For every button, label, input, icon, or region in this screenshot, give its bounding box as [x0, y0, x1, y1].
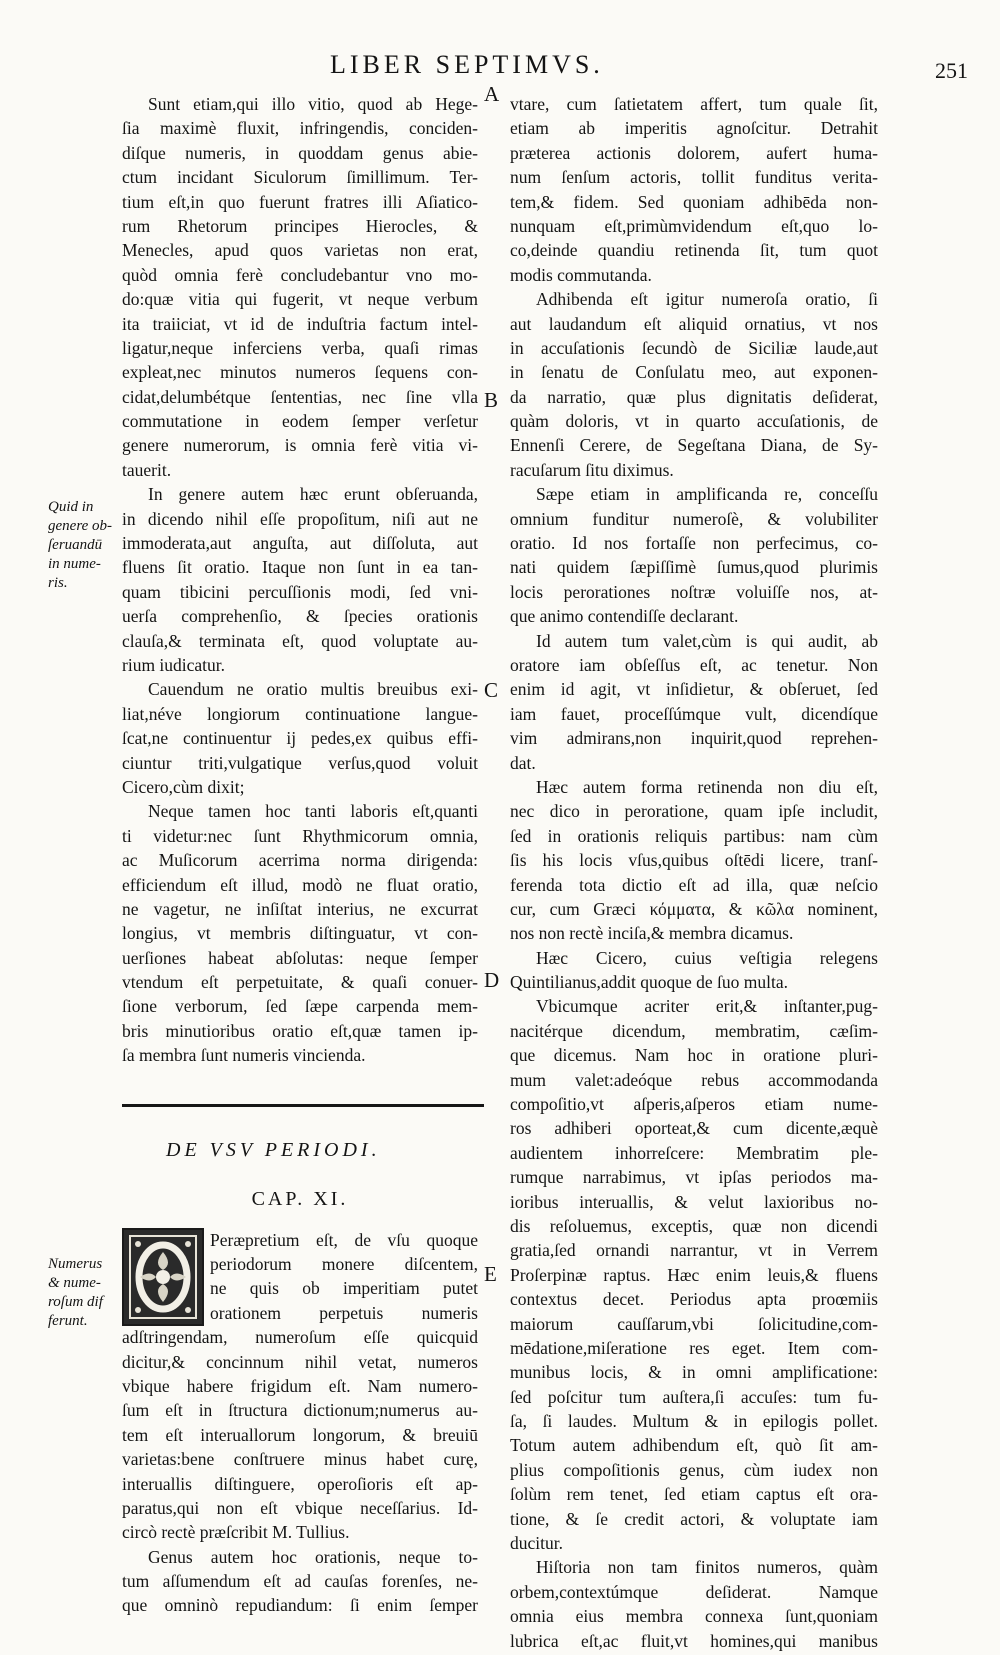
margin-note-line: Quid in: [48, 499, 94, 515]
text-line: vtendum eſt perpetuitate, & quaſi conuer-: [122, 972, 478, 993]
text-line: vbique habere frigidum eſt. Nam numero-: [122, 1375, 478, 1396]
text-line: audientem inhorreſcere: Membratim ple-: [510, 1142, 878, 1163]
text-line: immoderata,aut anguſta, aut diſſoluta, aut: [122, 533, 478, 554]
text-line: ne vagetur, ne inſiſtat interius, ne excurrat: [122, 898, 478, 919]
paragraph: [510, 287, 878, 482]
text-line: oratore iam obſeſſus eſt, ac tenetur. Non: [510, 654, 878, 675]
text-line: ſione verborum, ſed ſæpe carpenda mem-: [122, 996, 478, 1017]
page-number: 251: [935, 58, 968, 83]
text-line: iam fauet, proceſſúmque vult, dicendíque: [510, 703, 878, 724]
text-line: longius, vt membris diſtinguatur, vt con-: [122, 923, 478, 944]
text-line: tium eſt,in quo fuerunt fratres illi Aſiatico-: [122, 191, 478, 212]
text-line: omnium funditur numeroſè, & volubiliter: [510, 508, 878, 529]
text-line: In genere autem hæc erunt obſeruanda,: [148, 484, 478, 505]
text-line: do:quæ vitia qui fugerit, vt neque verbum: [122, 289, 478, 310]
text-line: contextus decet. Periodus apta proœmiis: [510, 1289, 878, 1310]
text-line: nunquam eſt,primùmvidendum eſt,quo lo-: [510, 215, 878, 236]
text-line: Hiſtoria non tam finitos numeros, quàm: [536, 1557, 878, 1578]
text-line: Peræpretium eſt, de vſu quoque: [210, 1229, 478, 1250]
text-line: clauſa,& terminata eſt, quod voluptate au-: [122, 630, 478, 651]
text-line: liat,néve longiorum continuatione langue-: [122, 703, 478, 724]
text-line: Ennenſi Cerere, de Segeſtana Diana, de Sy-: [510, 435, 878, 456]
text-line: in ſenatu de Conſulatu meo, aut exponen-: [510, 362, 878, 383]
text-line: maiorum cauſſarum,vbi ſolicitudine,com-: [510, 1313, 878, 1334]
margin-note-numerus: [48, 1255, 120, 1331]
margin-note-line: Numerus: [48, 1256, 103, 1272]
paragraph: [510, 775, 878, 946]
text-line: varietas:bene conſtruere minus habet curę,: [122, 1449, 478, 1470]
text-line: vtare, cum ſatietatem affert, tum quale ſit,: [510, 94, 878, 114]
margin-letter-a: A: [484, 82, 500, 106]
paragraph: [122, 482, 478, 677]
text-line: periodorum monere diſcentem,: [210, 1254, 478, 1275]
text-line: vim admirans,non inquirit,quod reprehen-: [510, 728, 878, 749]
text-line: tione, & ſe credit actori, & voluptate iam: [510, 1508, 878, 1529]
text-line: dis reſoluemus, exceptis, quæ non dicendi: [510, 1215, 878, 1236]
text-line: rumque narrabimus, vt ipſas periodos ma-: [510, 1167, 878, 1188]
text-line: commutatione in eodem ſemper verſetur: [122, 411, 478, 432]
margin-note-line: ſeruandū: [48, 537, 103, 553]
text-line: mum valet:adeóque rebus accommodanda: [510, 1069, 878, 1090]
section-divider: [122, 1068, 478, 1130]
paragraph: [510, 994, 878, 1555]
text-line: racuſarum ſitu diximus.: [510, 459, 674, 480]
text-line: diſque numeris, in quoddam genus abie-: [122, 142, 478, 163]
text-line: ciuntur triti,vulgatique verſus,quod voluit: [122, 752, 478, 773]
text-line: ſcat,ne continuentur ij pedes,ex quibus effi-: [122, 728, 478, 749]
text-line: cur, cum Græci κόμματα, & κῶλα nominent,: [510, 898, 878, 919]
text-line: ligatur,neque inferciens verba, quaſi rimas: [122, 337, 478, 358]
chapter-paragraph: [122, 1228, 478, 1545]
text-line: aut laudandum eſt aliquid ornatius, vt nos: [510, 313, 878, 334]
margin-note-line: in nume-: [48, 556, 101, 572]
margin-letter-c: C: [484, 678, 499, 702]
text-line: Hæc Cicero, cuius veſtigia relegens: [536, 947, 878, 968]
text-line: circò rectè præſcribit M. Tullius.: [122, 1522, 350, 1543]
text-line: tem,& fidem. Sed quoniam adhibēda non-: [510, 191, 878, 212]
text-line: ferenda tota dictio eſt ad illa, quæ neſcio: [510, 874, 878, 895]
text-line: ita traiiciat, vt id de induſtria factum intel-: [122, 313, 478, 334]
text-line: Vbicumque acriter erit,& inſtanter,pug-: [536, 996, 878, 1017]
margin-note-observanda: [48, 498, 120, 593]
text-line: da narratio, quæ plus dignitatis deſiderat,: [510, 386, 878, 407]
margin-note-line: genere ob-: [48, 518, 112, 534]
text-line: ducitur.: [510, 1533, 563, 1554]
text-line: ſia maximè fluxit, infringendis, conciden-: [122, 118, 478, 139]
text-line: nec dico in peroratione, quam ipſe includit,: [510, 801, 878, 822]
text-line: plius compoſitionis genus, cùm iudex non: [510, 1459, 878, 1480]
text-line: gratia,ſed ornandi narrantur, vt in Verrem: [510, 1240, 878, 1261]
text-line: tum aſſumendum eſt ad cauſas forenſes, ne-: [122, 1571, 478, 1592]
paragraph: [122, 799, 478, 1067]
text-line: modis commutanda.: [510, 264, 652, 285]
text-line: adſtringendam, numeroſum eſſe quicquid: [122, 1327, 478, 1348]
text-line: co,deinde quandiu retinenda ſit, tum quot: [510, 240, 878, 261]
text-line: cidat,delumbétque ſententias, nec ſine vlla: [122, 386, 478, 407]
text-line: Cauendum ne oratio multis breuibus exi-: [148, 679, 478, 700]
paragraph: [510, 92, 878, 287]
paragraph: [510, 629, 878, 775]
margin-letter-e: E: [484, 1262, 497, 1286]
text-line: ſa membra ſunt numeris vincienda.: [122, 1045, 366, 1066]
text-line: Totum autem adhibendum eſt, quò ſit am-: [510, 1435, 878, 1456]
text-line: rum Rhetorum principes Hierocles, &: [122, 215, 478, 236]
text-line: efficiendum eſt illud, modò ne fluat oratio,: [122, 874, 478, 895]
text-line: enim id agit, vt inſidietur, & obſeruet, ſed: [510, 679, 878, 700]
text-line: quam tibicini percuſſionis modi, ſed vni-: [122, 581, 478, 602]
text-line: num ſenſum actoris, tollit funditus verita-: [510, 167, 878, 188]
section-title: DE VSV PERIODI.: [166, 1138, 381, 1161]
text-line: Proſerpinæ raptus. Hæc enim leuis,& fluens: [510, 1264, 878, 1285]
text-line: nos non rectè inciſa,& membra dicamus.: [510, 923, 794, 944]
text-line: etiam ab imperitis agnoſcitur. Detrahit: [510, 118, 878, 139]
divider-rule: [122, 1104, 484, 1107]
text-line: Neque tamen hoc tanti laboris eſt,quanti: [148, 801, 478, 822]
text-line: præterea actionis dolorem, aufert huma-: [510, 142, 878, 163]
text-line: ne quis ob imperitiam putet: [210, 1278, 478, 1299]
text-line: fluens ſit oratio. Itaque non ſunt in ea tan-: [122, 557, 478, 578]
text-line: ac Muſicorum acerrima norma dirigenda:: [122, 850, 478, 871]
paragraph: [510, 1555, 878, 1653]
text-line: tem eſt interuallorum longorum, & breuiū: [122, 1424, 478, 1445]
text-line: interuallis diſtinguere, operoſioris eſt ap-: [122, 1473, 478, 1494]
text-line: oratio. Id nos fortaſſe non perfecimus, co-: [510, 533, 878, 554]
text-line: compoſitio,vt aſperis,aſperos etiam nume-: [510, 1094, 878, 1115]
text-line: genere numerorum, is omnia ferè vitia vi-: [122, 435, 478, 456]
right-column: [510, 92, 878, 1653]
text-line: orbem,contextúmque deſiderat. Namque: [510, 1581, 878, 1602]
text-line: Sunt etiam,qui illo vitio, quod ab Hege-: [148, 94, 478, 114]
paragraph: [122, 92, 478, 482]
text-line: Cicero,cùm dixit;: [122, 776, 245, 797]
margin-note-line: & nume-: [48, 1275, 101, 1291]
text-line: mēdatione,miſeratione res eget. Item com-: [510, 1337, 878, 1358]
text-line: ſed poſcitur tum auſtera,ſi accuſes: tum fu-: [510, 1386, 878, 1407]
text-line: in dicendo nihil eſſe propoſitum, niſi aut ne: [122, 508, 478, 529]
text-line: que animo contendiſſe declarant.: [510, 606, 739, 627]
text-line: uerſiones habeat abſolutas: neque ſemper: [122, 947, 478, 968]
margin-note-line: roſum dif: [48, 1294, 103, 1310]
text-line: nati quidem ſæpiſſimè ſumus,quod plurimis: [510, 557, 878, 578]
text-line: que dicemus. Nam hoc in oratione pluri-: [510, 1045, 878, 1066]
text-line: in accuſationis ſecundò de Siciliæ laude,aut: [510, 337, 878, 358]
text-line: ctum incidant Siculorum ſimillimum. Ter-: [122, 167, 478, 188]
margin-letter-b: B: [484, 388, 499, 412]
text-line: tauerit.: [122, 459, 172, 480]
paragraph: [510, 482, 878, 628]
text-line: Id autem tum valet,cùm is qui audit, ab: [536, 630, 878, 651]
text-line: Sæpe etiam in amplificanda re, conceſſu: [536, 484, 878, 505]
text-line: Genus autem hoc orationis, neque to-: [148, 1546, 478, 1567]
text-line: locis perorationes noſtræ voluiſſe nos, at-: [510, 581, 878, 602]
text-line: expleat,nec minutos numeros ſequens con-: [122, 362, 478, 383]
text-line: que omninò repudiandum: ſi enim ſemper: [122, 1595, 478, 1616]
paragraph: [510, 946, 878, 995]
margin-note-line: ris.: [48, 575, 68, 591]
chapter-heading: CAP. XI.: [251, 1187, 349, 1210]
text-line: ti videtur:nec ſunt Rhythmicorum omnia,: [122, 825, 478, 846]
text-line: quàm doloris, vt in quarto accuſationis, de: [510, 411, 878, 432]
text-line: nacitérque dicendum, membratim, cæſim-: [510, 1020, 878, 1041]
text-line: ſa, ſi laudes. Multum & in epilogis pollet.: [510, 1411, 878, 1432]
text-line: ſed in orationis reliquis partibus: nam cùm: [510, 825, 878, 846]
text-line: paratus,qui non eſt vbique neceſſarius. Id-: [122, 1497, 478, 1518]
text-line: uerſa comprehenſio, & ſpecies orationis: [122, 606, 478, 627]
text-line: dicitur,& concinnum nihil vetat, numeros: [122, 1351, 478, 1372]
text-line: ſis his locis vſus,quibus oſtēdi licere, tranſ-: [510, 850, 878, 871]
text-line: bris minutioribus oratio eſt,quæ tamen ip-: [122, 1020, 478, 1041]
text-line: Quintilianus,addit quoque de ſuo multa.: [510, 972, 789, 993]
text-line: ros adhiberi oporteat,& cum dicente,æquè: [510, 1118, 878, 1139]
text-line: Hæc autem forma retinenda non diu eſt,: [536, 776, 878, 797]
paragraph: [122, 1545, 478, 1618]
paragraph: [122, 677, 478, 799]
text-line: lubrica eſt,ac fluit,vt homines,qui manibus: [510, 1630, 878, 1651]
text-line: orationem perpetuis numeris: [210, 1302, 478, 1323]
text-line: munibus locis, & in omni amplificatione:: [510, 1362, 878, 1383]
margin-note-line: ferunt.: [48, 1313, 88, 1329]
left-column: [122, 92, 478, 1618]
text-line: dat.: [510, 752, 536, 773]
margin-letter-d: D: [484, 968, 500, 992]
text-line: Menecles, apud quos varietas non erat,: [122, 240, 478, 261]
text-line: rium iudicatur.: [122, 654, 226, 675]
text-line: ſolùm rem tenet, ſed etiam captus eſt ora-: [510, 1484, 878, 1505]
text-line: ioribus interuallis, & velut laxioribus no-: [510, 1191, 878, 1212]
text-line: Adhibenda eſt igitur numeroſa oratio, ſi: [536, 289, 878, 310]
text-line: omnia eius membra connexa ſunt,quoniam: [510, 1606, 878, 1627]
text-line: ſum eſt in ſtructura dictionum;numerus au-: [122, 1400, 478, 1421]
running-head: LIBER SEPTIMVS.: [330, 50, 604, 79]
text-line: quòd omnia ferè concludebantur vno mo-: [122, 264, 478, 285]
ornamental-initial-o-icon: [122, 1228, 204, 1326]
